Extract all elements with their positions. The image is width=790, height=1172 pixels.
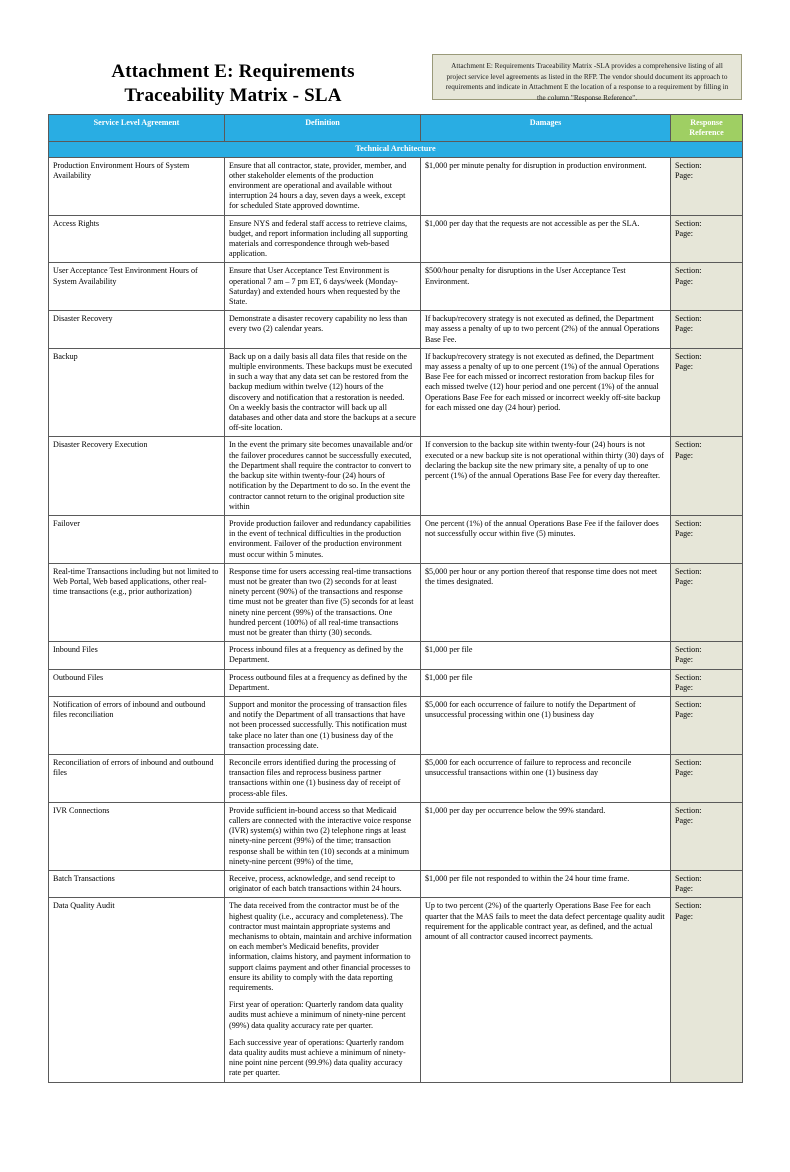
response-section-label: Section: xyxy=(675,901,702,911)
cell-definition: Process outbound files at a frequency as defined by the Department. xyxy=(225,669,421,696)
response-page-label: Page: xyxy=(675,576,693,586)
cell-damages: If backup/recovery strategy is not executed as defined, the Department may assess a penalty of up to two percent (2%) of the annual Operations Base Fee. xyxy=(421,311,671,349)
definition-paragraph: First year of operation: Quarterly random data quality audits must achieve a minimum of ninety-nine percent (99%) data quality accuracy rate per quarter. xyxy=(229,1000,406,1030)
response-page-label: Page: xyxy=(675,710,693,720)
response-section-label: Section: xyxy=(675,440,702,450)
cell-sla: IVR Connections xyxy=(49,802,225,870)
cell-response-reference[interactable] xyxy=(671,754,743,802)
response-section-label: Section: xyxy=(675,672,702,682)
cell-damages: $5,000 for each occurrence of failure to reprocess and reconcile unsuccessful transactions within one (1) business day xyxy=(421,754,671,802)
cell-definition: Receive, process, acknowledge, and send receipt to originator of each batch transactions within 24 hours. xyxy=(225,871,421,898)
cell-sla: User Acceptance Test Environment Hours of System Availability xyxy=(49,263,225,311)
table-row xyxy=(49,696,743,754)
response-section-label: Section: xyxy=(675,645,702,655)
table-row xyxy=(49,669,743,696)
definition-paragraph: The data received from the contractor must be of the highest quality (i.e., accuracy and completeness). The contractor must maintain appropriate systems and mechanisms to obtain, maintain and archive information on each member's Medicaid benefits, provider information, claims history, and payment information to support claims payment and other financial processes to ensure its ability to comply with the data reporting requirements. xyxy=(229,901,412,993)
cell-sla: Disaster Recovery xyxy=(49,311,225,349)
table-row xyxy=(49,263,743,311)
cell-response-reference[interactable] xyxy=(671,871,743,898)
page-title-line-1: Attachment E: Requirements xyxy=(111,61,355,82)
table-row xyxy=(49,348,743,437)
section-row-technical-architecture xyxy=(49,142,743,157)
response-page-label: Page: xyxy=(675,276,693,286)
cell-sla: Outbound Files xyxy=(49,669,225,696)
response-section-label: Section: xyxy=(675,805,702,815)
table-row xyxy=(49,437,743,515)
cell-damages: $1,000 per day that the requests are not accessible as per the SLA. xyxy=(421,215,671,263)
cell-sla: Production Environment Hours of System Availability xyxy=(49,157,225,215)
table-row xyxy=(49,642,743,669)
response-page-label: Page: xyxy=(675,911,693,921)
cell-damages: If backup/recovery strategy is not executed as defined, the Department may assess a penalty of up to one percent (1%) of the annual Operations Base Fee for each missed or incorrect restoration from backup files for each missed twelve (12) hour period and one percent (1%) of the annual Operations Base Fee for each missed or incorrect weekly off-site backup for each missed one day (24 hour) period. xyxy=(421,348,671,437)
cell-damages: $5,000 for each occurrence of failure to notify the Department of unsuccessful processing within one (1) business day xyxy=(421,696,671,754)
response-section-label: Section: xyxy=(675,160,702,170)
cell-response-reference[interactable] xyxy=(671,157,743,215)
response-section-label: Section: xyxy=(675,566,702,576)
cell-damages: $5,000 per hour or any portion thereof that response time does not meet the times designated. xyxy=(421,563,671,641)
cell-sla: Notification of errors of inbound and outbound files reconciliation xyxy=(49,696,225,754)
table-row xyxy=(49,311,743,349)
column-header-sla: Service Level Agreement xyxy=(49,115,225,142)
response-section-label: Section: xyxy=(675,266,702,276)
response-page-label: Page: xyxy=(675,450,693,460)
cell-sla: Real-time Transactions including but not limited to Web Portal, Web based applications, other real-time transactions (e.g., prior authorization) xyxy=(49,563,225,641)
cell-definition: Ensure that all contractor, state, provider, member, and other stakeholder elements of the production environment are operational and available without interruption 24 hours a day, seven days a week, except for scheduled State approved downtime. xyxy=(225,157,421,215)
cell-damages: $1,000 per minute penalty for disruption in production environment. xyxy=(421,157,671,215)
cell-definition: Provide production failover and redundancy capabilities in the event of technical difficulties in the production environment. Failover of the production environment must occur within 5 minutes. xyxy=(225,515,421,563)
cell-definition: Process inbound files at a frequency as defined by the Department. xyxy=(225,642,421,669)
cell-definition: Back up on a daily basis all data files that reside on the multiple environments. These backups must be executed in such a way that any data set can be restored from the backup medium within twelve (12) hours of the discovery and notification that a restoration is needed. On a weekly basis the contractor will back up all databases and other data and store the backups at a secure off-site location. xyxy=(225,348,421,437)
cell-damages: $1,000 per file xyxy=(421,669,671,696)
response-page-label: Page: xyxy=(675,655,693,665)
column-header-response-reference: Response Reference xyxy=(671,115,743,142)
response-page-label: Page: xyxy=(675,682,693,692)
section-label: Technical Architecture xyxy=(49,142,743,157)
table-header xyxy=(49,115,743,142)
response-page-label: Page: xyxy=(675,228,693,238)
table-row xyxy=(49,754,743,802)
cell-damages: If conversion to the backup site within twenty-four (24) hours is not executed or a new backup site is not operational within thirty (30) days of declaring the backup site the new primary site, a penalty of up to one percent (1%) of the annual Operations Base Fee for every day thereafter. xyxy=(421,437,671,515)
document-header xyxy=(0,0,790,114)
cell-definition: Response time for users accessing real-time transactions must not be greater than two (2) seconds for at least ninety percent (90%) of the transactions and response time must not be greater than five (5) seconds for at least ninety nine percent (99%) of the transactions. One hundred percent (100%) of all real-time transactions must not be greater than thirty (30) seconds. xyxy=(225,563,421,641)
cell-definition: Provide sufficient in-bound access so that Medicaid callers are connected with the interactive voice response (IVR) system(s) within two (2) telephone rings at least ninety-nine percent (99%) of the time; transaction response shall be within ten (10) seconds at a minimum ninety-nine percent (99%) of the time, xyxy=(225,802,421,870)
cell-definition: Ensure NYS and federal staff access to retrieve claims, budget, and report information including all supporting materials and correspondence through web-based application. xyxy=(225,215,421,263)
table-row xyxy=(49,515,743,563)
response-section-label: Section: xyxy=(675,314,702,324)
cell-definition: Support and monitor the processing of transaction files and notify the Department of all transactions that have not been processed successfully. This notification must take place no later than one (1) business day of the transaction processing date. xyxy=(225,696,421,754)
column-header-definition: Definition xyxy=(225,115,421,142)
cell-damages: $1,000 per file not responded to within the 24 hour time frame. xyxy=(421,871,671,898)
cell-response-reference[interactable] xyxy=(671,348,743,437)
cell-definition: In the event the primary site becomes unavailable and/or the failover procedures cannot be successfully executed, the Department shall require the contractor to convert to the backup site within twenty-four (24) hours of notification by the Department to do so. In the event the contractor cannot return to the original production site within xyxy=(225,437,421,515)
cell-definition: Reconcile errors identified during the processing of transaction files and reprocess business partner transactions within one (1) business day of receipt of process-able files. xyxy=(225,754,421,802)
cell-definition: Ensure that User Acceptance Test Environment is operational 7 am – 7 pm ET, 6 days/week (Monday-Saturday) and extended hours when requested by the State. xyxy=(225,263,421,311)
table-row xyxy=(49,215,743,263)
cell-response-reference[interactable] xyxy=(671,642,743,669)
cell-sla: Disaster Recovery Execution xyxy=(49,437,225,515)
cell-response-reference[interactable] xyxy=(671,311,743,349)
cell-sla: Inbound Files xyxy=(49,642,225,669)
response-section-label: Section: xyxy=(675,757,702,767)
table-row xyxy=(49,563,743,641)
table-row xyxy=(49,802,743,870)
cell-response-reference[interactable] xyxy=(671,696,743,754)
cell-response-reference[interactable] xyxy=(671,515,743,563)
cell-response-reference[interactable] xyxy=(671,898,743,1082)
response-page-label: Page: xyxy=(675,768,693,778)
table-body xyxy=(49,142,743,1082)
cell-damages: Up to two percent (2%) of the quarterly Operations Base Fee for each quarter that the MAS fails to meet the data defect percentage quality audit requirement for the applicable contract year, as defined, and the actual amount of all contractor caused incorrect payments. xyxy=(421,898,671,1082)
cell-response-reference[interactable] xyxy=(671,669,743,696)
cell-response-reference[interactable] xyxy=(671,215,743,263)
response-section-label: Section: xyxy=(675,874,702,883)
response-page-label: Page: xyxy=(675,170,693,180)
cell-damages: $1,000 per day per occurrence below the 99% standard. xyxy=(421,802,671,870)
response-section-label: Section: xyxy=(675,518,702,528)
definition-paragraph: Each successive year of operations: Quarterly random data quality audits must achieve a minimum of ninety-nine point nine percent (99.9%) data quality accuracy rate per quarter. xyxy=(229,1037,406,1078)
cell-response-reference[interactable] xyxy=(671,802,743,870)
cell-sla: Data Quality Audit xyxy=(49,898,225,1082)
cell-damages: $1,000 per file xyxy=(421,642,671,669)
instruction-note: Attachment E: Requirements Traceability Matrix -SLA provides a comprehensive listing of all project service level agreements as listed in the RFP. The vendor should document its approach to requirements and indicate in Attachment E the location of a response to a requirement by filling in the column "Response Reference". xyxy=(432,54,742,100)
column-header-damages: Damages xyxy=(421,115,671,142)
response-page-label: Page: xyxy=(675,884,693,894)
table-row xyxy=(49,898,743,1082)
response-page-label: Page: xyxy=(675,324,693,334)
cell-definition: Demonstrate a disaster recovery capability no less than every two (2) calendar years. xyxy=(225,311,421,349)
requirements-traceability-table xyxy=(48,114,743,1083)
cell-response-reference[interactable] xyxy=(671,437,743,515)
table-row xyxy=(49,871,743,898)
cell-sla: Failover xyxy=(49,515,225,563)
cell-sla: Backup xyxy=(49,348,225,437)
cell-damages: One percent (1%) of the annual Operations Base Fee if the failover does not successfully occur within five (5) minutes. xyxy=(421,515,671,563)
cell-damages: $500/hour penalty for disruptions in the User Acceptance Test Environment. xyxy=(421,263,671,311)
table-row xyxy=(49,157,743,215)
cell-response-reference[interactable] xyxy=(671,563,743,641)
cell-sla: Batch Transactions xyxy=(49,871,225,898)
response-page-label: Page: xyxy=(675,362,693,372)
cell-sla: Access Rights xyxy=(49,215,225,263)
response-section-label: Section: xyxy=(675,699,702,709)
page-title-line-2: Traceability Matrix - SLA xyxy=(124,85,342,106)
cell-response-reference[interactable] xyxy=(671,263,743,311)
response-section-label: Section: xyxy=(675,218,702,228)
page-title xyxy=(48,50,418,108)
response-page-label: Page: xyxy=(675,815,693,825)
cell-definition xyxy=(225,898,421,1082)
response-section-label: Section: xyxy=(675,351,702,361)
cell-sla: Reconciliation of errors of inbound and outbound files xyxy=(49,754,225,802)
response-page-label: Page: xyxy=(675,529,693,539)
